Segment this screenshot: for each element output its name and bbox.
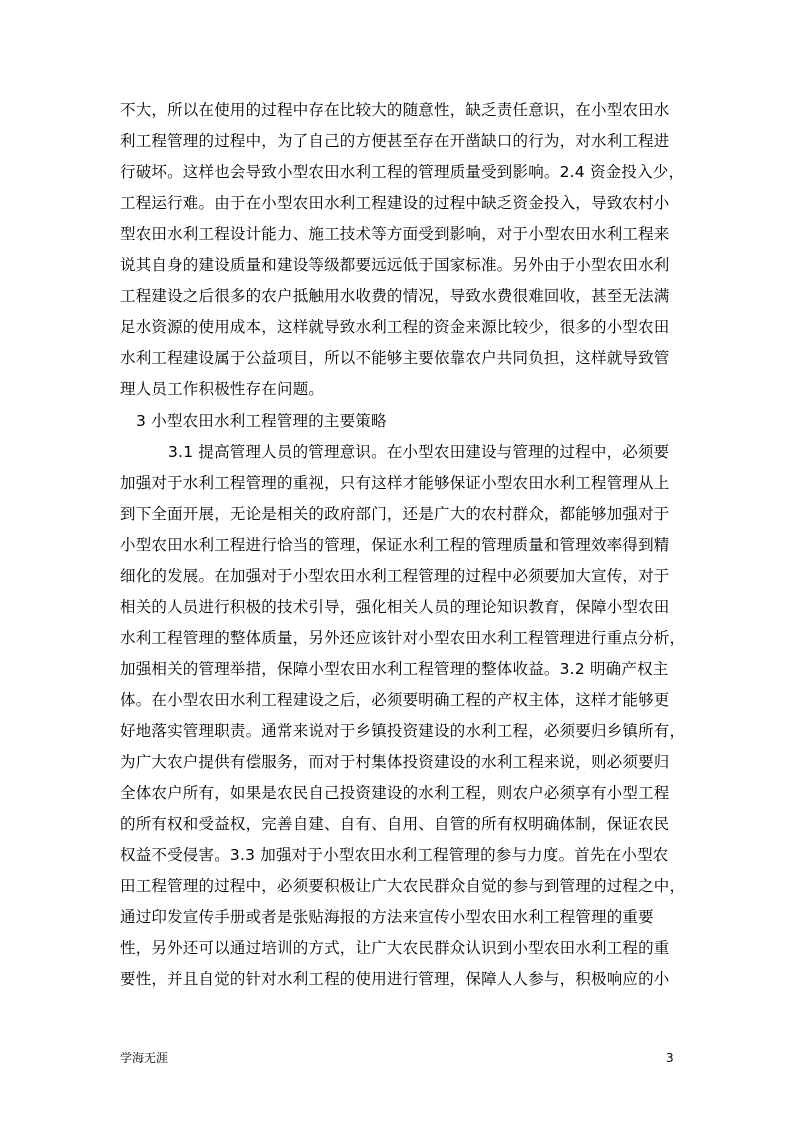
text-line: 体。在小型农田水利工程建设之后，必须要明确工程的产权主体，这样才能够更 <box>120 691 670 709</box>
text-line: 说其自身的建设质量和建设等级都要远远低于国家标准。另外由于小型农田水利 <box>120 256 670 274</box>
text-line: 细化的发展。在加强对于小型农田水利工程管理的过程中必须要加大宣传，对于 <box>120 567 670 585</box>
text-line: 为广大农户提供有偿服务，而对于村集体投资建设的水利工程来说，则必须要归 <box>120 753 670 771</box>
text-line: 工程运行难。由于在小型农田水利工程建设的过程中缺乏资金投入，导致农村小 <box>120 194 670 212</box>
text-line: 的所有权和受益权，完善自建、自有、自用、自管的所有权明确体制，保证农民 <box>120 815 670 833</box>
text-line: 田工程管理的过程中，必须要积极让广大农民群众自觉的参与到管理的过程之中， <box>120 877 686 895</box>
page-number: 3 <box>666 1051 674 1065</box>
text-line: 行破坏。这样也会导致小型农田水利工程的管理质量受到影响。2.4 资金投入少， <box>120 163 685 181</box>
text-line: 利工程管理的过程中，为了自己的方便甚至存在开凿缺口的行为，对水利工程进 <box>120 132 670 150</box>
text-line: 足水资源的使用成本，这样就导致水利工程的资金来源比较少，很多的小型农田 <box>120 318 670 336</box>
text-line: 通过印发宣传手册或者是张贴海报的方法来宣传小型农田水利工程管理的重要 <box>120 908 654 926</box>
text-line: 工程建设之后很多的农户抵触用水收费的情况，导致水费很难回收，甚至无法满 <box>120 287 670 305</box>
paragraph-first-line: 3.1 提高管理人员的管理意识。在小型农田建设与管理的过程中，必须要 <box>168 443 670 461</box>
text-line: 小型农田水利工程进行恰当的管理，保证水利工程的管理质量和管理效率得到精 <box>120 536 670 554</box>
text-line: 好地落实管理职责。通常来说对于乡镇投资建设的水利工程，必须要归乡镇所有， <box>120 722 686 740</box>
text-line: 性，另外还可以通过培训的方式，让广大农民群众认识到小型农田水利工程的重 <box>120 939 670 957</box>
text-line: 水利工程管理的整体质量，另外还应该针对小型农田水利工程管理进行重点分析， <box>120 629 686 647</box>
text-line: 型农田水利工程设计能力、施工技术等方面受到影响，对于小型农田水利工程来 <box>120 225 670 243</box>
text-line: 到下全面开展，无论是相关的政府部门，还是广大的农村群众，都能够加强对于 <box>120 505 670 523</box>
text-line: 相关的人员进行积极的技术引导，强化相关人员的理论知识教育，保障小型农田 <box>120 598 670 616</box>
text-line: 加强对于水利工程管理的重视，只有这样才能够保证小型农田水利工程管理从上 <box>120 474 670 492</box>
footer-left-text: 学海无涯 <box>120 1051 169 1065</box>
text-line: 要性，并且自觉的针对水利工程的使用进行管理，保障人人参与，积极响应的小 <box>120 970 670 988</box>
section-heading: 3 小型农田水利工程管理的主要策略 <box>136 412 387 430</box>
text-line: 加强相关的管理举措，保障小型农田水利工程管理的整体收益。3.2 明确产权主 <box>120 660 669 678</box>
text-line: 全体农户所有，如果是农民自己投资建设的水利工程，则农户必须享有小型工程 <box>120 784 670 802</box>
text-line: 权益不受侵害。3.3 加强对于小型农田水利工程管理的参与力度。首先在小型农 <box>120 846 669 864</box>
text-line: 水利工程建设属于公益项目，所以不能够主要依靠农户共同负担，这样就导致管 <box>120 349 670 367</box>
text-line: 理人员工作积极性存在问题。 <box>120 380 325 398</box>
text-line: 不大，所以在使用的过程中存在比较大的随意性，缺乏责任意识，在小型农田水 <box>120 101 670 119</box>
